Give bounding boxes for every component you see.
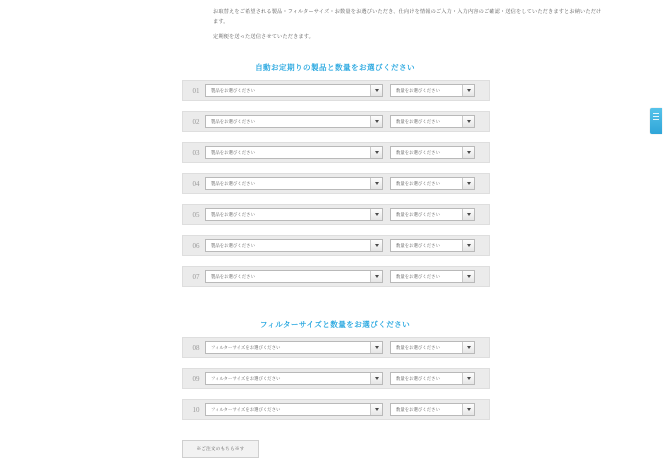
quantity-select-value: 数量をお選びください (396, 273, 440, 279)
chevron-down-icon[interactable] (370, 85, 382, 96)
table-row (182, 337, 490, 358)
tab-line-icon (653, 119, 659, 120)
filter-size-select-value: フィルターサイズをお選びください (211, 344, 281, 350)
intro-line-1: お取替えをご希望される製品・フィルターサイズ・お数量をお選びいただき、仕向けを情報のご入力・入力内容のご確認・送信をしていただきますとお納いただけます。 (213, 9, 602, 25)
row-number: 05 (192, 210, 200, 219)
chevron-down-icon[interactable] (370, 271, 382, 282)
filters-section-title: フィルターサイズと数量をお選びください (259, 320, 411, 329)
intro-text (213, 8, 603, 49)
quantity-select-value: 数量をお選びください (396, 344, 440, 350)
product-select[interactable] (205, 177, 383, 190)
filter-size-select-value: フィルターサイズをお選びください (211, 375, 281, 381)
quantity-select-value: 数量をお選びください (396, 118, 440, 124)
chevron-down-icon[interactable] (462, 373, 474, 384)
quantity-select-value: 数量をお選びください (396, 180, 440, 186)
chevron-down-icon[interactable] (370, 147, 382, 158)
quantity-select[interactable] (390, 208, 475, 221)
table-row (182, 235, 490, 256)
product-select[interactable] (205, 146, 383, 159)
chevron-down-icon[interactable] (462, 240, 474, 251)
filter-size-select[interactable] (205, 372, 383, 385)
chevron-down-icon[interactable] (462, 178, 474, 189)
product-select[interactable] (205, 115, 383, 128)
quantity-select[interactable] (390, 403, 475, 416)
quantity-select[interactable] (390, 341, 475, 354)
filter-size-select[interactable] (205, 403, 383, 416)
quantity-select[interactable] (390, 115, 475, 128)
product-select-value: 製品をお選びください (211, 87, 255, 93)
row-number: 01 (192, 86, 200, 95)
product-select-value: 製品をお選びください (211, 180, 255, 186)
quantity-select-value: 数量をお選びください (396, 211, 440, 217)
quantity-select-value: 数量をお選びください (396, 87, 440, 93)
table-row (182, 204, 490, 225)
row-number: 08 (192, 343, 200, 352)
product-select[interactable] (205, 270, 383, 283)
table-row (182, 142, 490, 163)
product-select-value: 製品をお選びください (211, 242, 255, 248)
product-select-value: 製品をお選びください (211, 211, 255, 217)
chevron-down-icon[interactable] (370, 373, 382, 384)
filters-row-list (182, 337, 490, 430)
chevron-down-icon[interactable] (370, 116, 382, 127)
chevron-down-icon[interactable] (462, 147, 474, 158)
products-section-title: 自動お定期りの製品と数量をお選びください (255, 63, 415, 72)
tab-line-icon (653, 113, 659, 114)
row-number: 10 (192, 405, 200, 414)
row-number: 02 (192, 117, 200, 126)
product-select-value: 製品をお選びください (211, 118, 255, 124)
chevron-down-icon[interactable] (370, 342, 382, 353)
chevron-down-icon[interactable] (370, 404, 382, 415)
chevron-down-icon[interactable] (462, 342, 474, 353)
product-select[interactable] (205, 208, 383, 221)
tab-line-icon (653, 116, 659, 117)
table-row (182, 80, 490, 101)
table-row (182, 173, 490, 194)
intro-line-2: 定期便を送った送信させていただきます。 (213, 34, 314, 41)
chevron-down-icon[interactable] (370, 178, 382, 189)
quantity-select[interactable] (390, 270, 475, 283)
quantity-select[interactable] (390, 177, 475, 190)
chevron-down-icon[interactable] (462, 85, 474, 96)
quantity-select[interactable] (390, 84, 475, 97)
row-number: 04 (192, 179, 200, 188)
table-row (182, 111, 490, 132)
quantity-select-value: 数量をお選びください (396, 375, 440, 381)
quantity-select[interactable] (390, 372, 475, 385)
quantity-select-value: 数量をお選びください (396, 242, 440, 248)
product-select-value: 製品をお選びください (211, 273, 255, 279)
chevron-down-icon[interactable] (462, 404, 474, 415)
table-row (182, 266, 490, 287)
product-select[interactable] (205, 84, 383, 97)
chevron-down-icon[interactable] (462, 116, 474, 127)
row-number: 07 (192, 272, 200, 281)
chevron-down-icon[interactable] (370, 240, 382, 251)
row-number: 03 (192, 148, 200, 157)
products-row-list (182, 80, 490, 297)
quantity-select-value: 数量をお選びください (396, 406, 440, 412)
table-row (182, 399, 490, 420)
feedback-tab[interactable] (650, 108, 662, 134)
product-select-value: 製品をお選びください (211, 149, 255, 155)
row-number: 09 (192, 374, 200, 383)
chevron-down-icon[interactable] (462, 271, 474, 282)
quantity-select[interactable] (390, 146, 475, 159)
row-number: 06 (192, 241, 200, 250)
submit-button[interactable]: ※ご注文のもちら※す (182, 440, 259, 458)
product-select[interactable] (205, 239, 383, 252)
filter-size-select-value: フィルターサイズをお選びください (211, 406, 281, 412)
filter-size-select[interactable] (205, 341, 383, 354)
chevron-down-icon[interactable] (462, 209, 474, 220)
table-row (182, 368, 490, 389)
quantity-select-value: 数量をお選びください (396, 149, 440, 155)
chevron-down-icon[interactable] (370, 209, 382, 220)
quantity-select[interactable] (390, 239, 475, 252)
